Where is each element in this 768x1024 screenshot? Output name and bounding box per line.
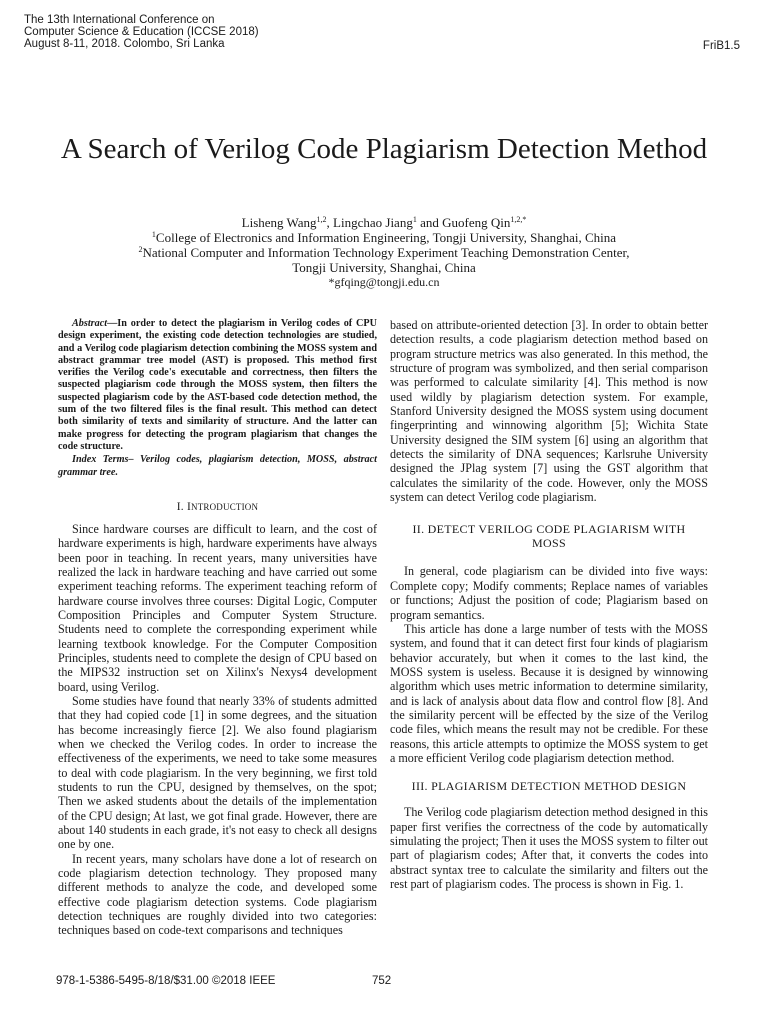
conference-line-3: August 8-11, 2018. Colombo, Sri Lanka: [24, 38, 225, 50]
abstract: [58, 318, 377, 453]
affiliation-2-mark: 2: [138, 245, 143, 254]
left-column: [58, 318, 377, 938]
right-column: [390, 318, 708, 891]
conference-header: [24, 14, 344, 50]
session-code: FriB1.5: [702, 40, 740, 52]
section-1-paragraph: In recent years, many scholars have done a lot of research on code plagiarism detection technology. They proposed many different methods to analyze the code, and developed some effective code plagiarism detection systems. Code plagiarism detection techniques are roughly divided into two categories: techniques based on code-text comparisons and techniques: [58, 851, 377, 938]
section-1-paragraph: Some studies have found that nearly 33% of students admitted that they had copied code [1] in some degrees, and the situation has become increasingly fierce [2]. We also found plagiarism when we checked the Verilog codes. In order to increase the effectiveness of the experiments, we need to take some measures to deal with code plagiarism. In the very beginning, we first told students to run the CPU, designed by themselves, on the spot; Then we asked students about the details of the implementation of the CPU design; At last, we got final grade. However, there are about 140 students in each grade, it's not easy to check all designs one by one.: [58, 693, 377, 852]
author-1: Lisheng Wang: [241, 215, 317, 230]
footer-isbn: 978-1-5386-5495-8/18/$31.00 ©2018 IEEE: [56, 975, 276, 987]
affiliation-2: [60, 245, 708, 260]
conference-line-1: The 13th International Conference on: [24, 14, 215, 26]
affiliation-2-cont: Tongji University, Shanghai, China: [292, 260, 476, 275]
conference-line-2: Computer Science & Education (ICCSE 2018): [24, 26, 259, 38]
section-1-title: NTRODUCTION: [191, 501, 259, 512]
section-1-paragraph: Since hardware courses are difficult to learn, and the cost of hardware experiments is high, hardware experiments have always been poor in teaching. In recent years, many universities have realized the lack in hardware teaching and have carried out some experiment teaching reforms. The experiment teaching reform of hardware course involves three courses: Digital Logic, Computer Composition Principles and Computer System Structure. Students need to complete the corresponding experiment while learning textbook knowledge. For the Computer Composition Principles, students need to complete the design of CPU based on the MIPS32 instruction set on Xilinx's Nexys4 development board, using Verilog.: [58, 521, 377, 694]
author-block: [60, 215, 708, 290]
author-1-affil: 1,2: [316, 215, 327, 224]
paper-title: A Search of Verilog Code Plagiarism Detection Method: [60, 133, 708, 165]
section-1-heading: [58, 500, 377, 514]
section-2-paragraph: In general, code plagiarism can be divided into five ways: Complete copy; Modify comments; Replace names of variables or functions; Adjust the position of code; Plagiarism based on program semantics.: [390, 564, 708, 622]
affiliation-2-text: National Computer and Information Technology Experiment Teaching Demonstration Center,: [142, 245, 630, 260]
section-2-heading: II. DETECT VERILOG CODE PLAGIARISM WITH MOSS: [412, 522, 686, 551]
abstract-lead: Abstract: [72, 318, 108, 329]
affiliation-1: [60, 230, 708, 245]
index-terms: Index Terms– Verilog codes, plagiarism detection, MOSS, abstract grammar tree.: [58, 454, 377, 478]
author-email: *gfqing@tongji.edu.cn: [328, 275, 440, 289]
author-line: [60, 215, 708, 230]
section-3-heading: III. PLAGIARISM DETECTION METHOD DESIGN: [411, 779, 687, 794]
author-3-affil: 1,2,*: [510, 215, 527, 224]
abstract-body: —In order to detect the plagiarism in Verilog codes of CPU design experiment, the existing code detection technologies are studied, and a Verilog code plagiarism detection combining the MOSS system and abstract grammar tree model (AST) is proposed. This method first verifies the Verilog code's executable and correctness, then filters the suspected plagiarism code through the MOSS system, then filters the suspected plagiarism code by the AST-based code detection method, the sum of the two filtered files is the final result. This method can detect both similarity of texts and similarity of structure. And the latter can make progress for detecting the program plagiarism that changes the code structure.: [58, 318, 377, 452]
page-number: 752: [372, 975, 392, 987]
author-3: and Guofeng Qin: [416, 215, 511, 230]
affiliation-1-text: College of Electronics and Information Engineering, Tongji University, Shanghai, China: [155, 230, 617, 245]
author-2-affil: 1: [412, 215, 417, 224]
section-3-paragraph: The Verilog code plagiarism detection method designed in this paper first verifies the correctness of the code by automatically simulating the project; Then it uses the MOSS system to filter out part of plagiarism codes; After that, it converts the codes into abstract syntax tree to calculate the similarity and filters out the rest part of plagiarism codes. The process is shown in Fig. 1.: [390, 805, 708, 891]
author-2: , Lingchao Jiang: [326, 215, 413, 230]
section-2-paragraph: This article has done a large number of tests with the MOSS system, and found that it can detect first four kinds of plagiarism behavior accurately, but when it comes to the last kind, the MOSS system is useless. Because it is designed by winnowing algorithm which uses metric information to determine similarity, and is lack of analysis about data flow and control flow [8]. And the similarity percent will be effected by the size of the Verilog code files, which means the result may not be credible. For these reasons, this article attempts to optimize the MOSS system to get a more efficient Verilog code plagiarism detection method.: [390, 621, 708, 765]
intro-continuation: based on attribute-oriented detection [3]. In order to obtain better detection results, a code plagiarism detection method based on program structure metrics was also generated. In this method, the structure of program was symbolized, and then serial comparison was performed to calculate similarity [4]. This method is now used wildly by plagiarism detection system. For example, Stanford University designed the MOSS system using document fingerprinting and winnowing algorithm [5]; Wichita State University designed the SIM system [6] using an algorithm that detects the similarity of DNA sequences; Karlsruhe University designed the JPlag system [7] using the GST algorithm that calculates the similarity of the code. However, only the MOSS system can detect Verilog code plagiarism.: [390, 318, 708, 505]
affiliation-1-mark: 1: [151, 230, 156, 239]
section-1-number: I. I: [176, 500, 191, 513]
